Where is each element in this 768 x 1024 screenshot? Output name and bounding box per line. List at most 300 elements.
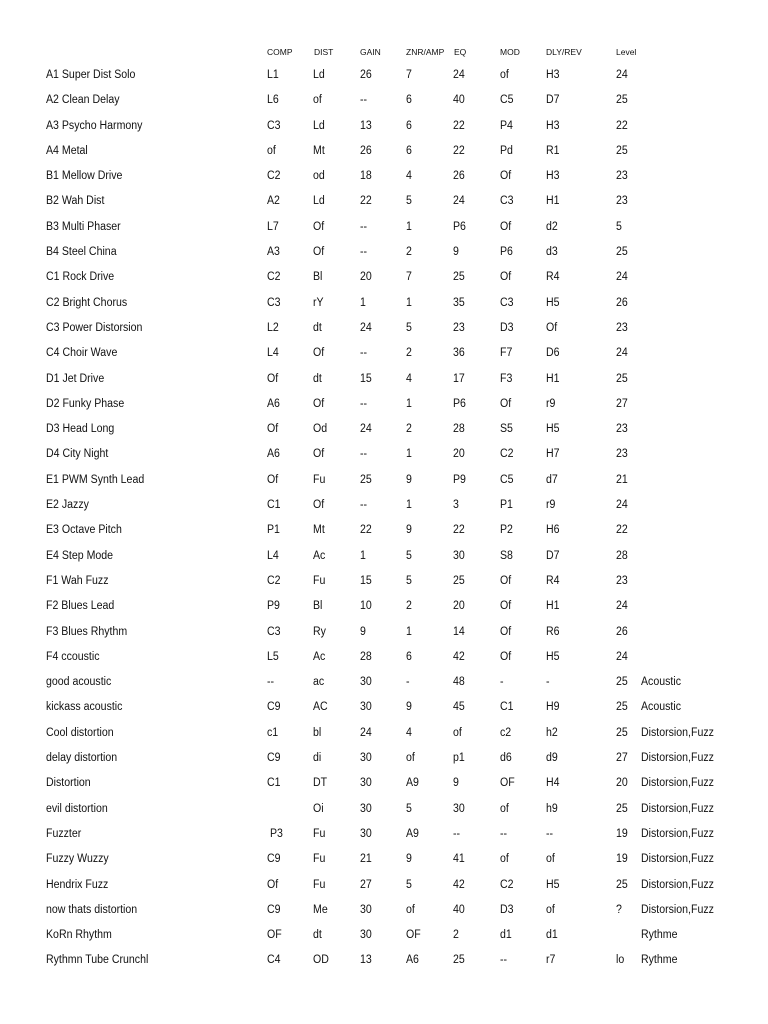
patch-name: now thats distortion	[46, 903, 138, 916]
category-value: Distorsion,Fuzz	[641, 853, 714, 866]
table-row	[0, 898, 768, 923]
dly-rev-value: H3	[546, 69, 560, 81]
znr-amp-value: 5	[406, 321, 412, 334]
comp-value: --	[267, 676, 275, 689]
patch-name: kickass acoustic	[46, 701, 123, 714]
eq-value: p1	[453, 752, 465, 765]
znr-amp-value: -	[406, 676, 410, 689]
table-row	[0, 392, 768, 417]
mod-value: Of	[500, 650, 512, 663]
znr-amp-value: 5	[406, 549, 412, 562]
dly-rev-value: R4	[546, 271, 560, 284]
dist-value: Oi	[313, 802, 324, 815]
comp-value: OF	[267, 929, 282, 942]
patch-name: Distortion	[46, 777, 91, 790]
mod-value: F3	[500, 372, 513, 385]
patch-name: D4 City Night	[46, 448, 109, 461]
patch-name: C3 Power Distorsion	[46, 321, 143, 334]
table-row	[0, 948, 768, 973]
table-row	[0, 442, 768, 467]
mod-value: P6	[500, 246, 513, 259]
dly-rev-value: H1	[546, 195, 560, 208]
category-value: Distorsion,Fuzz	[641, 726, 714, 739]
mod-value: Of	[500, 574, 512, 587]
eq-value: 48	[453, 676, 465, 689]
dly-rev-value: H5	[546, 878, 560, 891]
dly-rev-value: R4	[546, 574, 560, 587]
comp-value: C9	[267, 701, 281, 714]
znr-amp-value: 2	[406, 246, 412, 259]
eq-value: 42	[453, 878, 465, 891]
comp-value: C9	[267, 752, 281, 765]
category-value: Distorsion,Fuzz	[641, 878, 714, 891]
level-value: 22	[616, 119, 628, 132]
dist-value: Od	[313, 423, 328, 436]
header-eq: EQ	[454, 47, 467, 57]
eq-value: 40	[453, 94, 465, 107]
dist-value: bl	[313, 726, 322, 739]
znr-amp-value: 9	[406, 701, 412, 714]
header-znr-amp: ZNR/AMP	[406, 47, 445, 57]
comp-value: A2	[267, 195, 280, 208]
dist-value: Fu	[313, 473, 326, 486]
table-row	[0, 316, 768, 341]
patch-name: B2 Wah Dist	[46, 195, 105, 208]
category-value: Distorsion,Fuzz	[641, 752, 714, 765]
mod-value: P1	[500, 499, 513, 512]
znr-amp-value: 9	[406, 853, 412, 866]
gain-value: 27	[360, 878, 372, 891]
patch-name: C4 Choir Wave	[46, 347, 118, 360]
comp-value: A3	[267, 246, 280, 259]
mod-value: C5	[500, 94, 514, 107]
gain-value: 13	[360, 954, 372, 967]
dly-rev-value: --	[546, 827, 554, 840]
znr-amp-value: 5	[406, 574, 412, 587]
gain-value: 1	[360, 549, 366, 562]
comp-value: C1	[267, 499, 281, 512]
znr-amp-value: 6	[406, 94, 412, 107]
comp-value: Of	[267, 423, 279, 436]
mod-value: d6	[500, 752, 512, 765]
dly-rev-value: H7	[546, 448, 560, 461]
level-value: 27	[616, 752, 628, 765]
level-value: 25	[616, 701, 628, 714]
comp-value: P3	[270, 827, 283, 840]
level-value: 19	[616, 853, 628, 866]
dly-rev-value: d3	[546, 246, 558, 259]
mod-value: of	[500, 802, 509, 815]
mod-value: F7	[500, 347, 513, 360]
patch-name: E1 PWM Synth Lead	[46, 473, 145, 486]
gain-value: 10	[360, 600, 372, 613]
gain-value: 22	[360, 195, 372, 208]
eq-value: of	[453, 726, 462, 739]
dist-value: Ac	[313, 650, 326, 663]
gain-value: 24	[360, 423, 372, 436]
znr-amp-value: 6	[406, 144, 412, 157]
eq-value: 26	[453, 170, 465, 183]
eq-value: 30	[453, 549, 465, 562]
dist-value: Of	[313, 347, 325, 360]
patch-name: F3 Blues Rhythm	[46, 625, 128, 638]
mod-value: Of	[500, 600, 512, 613]
gain-value: 30	[360, 929, 372, 942]
znr-amp-value: OF	[406, 929, 421, 942]
table-row	[0, 63, 768, 88]
mod-value: S5	[500, 423, 513, 436]
table-row	[0, 746, 768, 771]
patch-name: Rythmn Tube Crunchl	[46, 954, 149, 967]
znr-amp-value: 2	[406, 423, 412, 436]
eq-value: 35	[453, 296, 465, 309]
header-comp: COMP	[267, 47, 293, 57]
level-value: 25	[616, 802, 628, 815]
comp-value: A6	[267, 397, 280, 410]
mod-value: C2	[500, 448, 514, 461]
table-row	[0, 88, 768, 113]
level-value: 24	[616, 600, 628, 613]
znr-amp-value: 6	[406, 119, 412, 132]
dly-rev-value: of	[546, 903, 555, 916]
patch-name: F4 ccoustic	[46, 650, 100, 663]
level-value: 19	[616, 827, 628, 840]
dist-value: Ac	[313, 549, 326, 562]
znr-amp-value: 4	[406, 372, 412, 385]
table-row	[0, 493, 768, 518]
mod-value: C2	[500, 878, 514, 891]
gain-value: 30	[360, 752, 372, 765]
dist-value: Fu	[313, 574, 326, 587]
dly-rev-value: H3	[546, 170, 560, 183]
dist-value: dt	[313, 929, 322, 942]
category-value: Distorsion,Fuzz	[641, 827, 714, 840]
dly-rev-value: of	[546, 853, 555, 866]
header-gain: GAIN	[360, 47, 381, 57]
table-row	[0, 645, 768, 670]
znr-amp-value: 5	[406, 802, 412, 815]
znr-amp-value: 7	[406, 69, 412, 81]
patch-name: evil distortion	[46, 802, 108, 815]
level-value: 24	[616, 499, 628, 512]
comp-value: of	[267, 144, 276, 157]
patch-name: B1 Mellow Drive	[46, 170, 123, 183]
gain-value: 13	[360, 119, 372, 132]
patch-name: A3 Psycho Harmony	[46, 119, 143, 132]
level-value: 23	[616, 423, 628, 436]
znr-amp-value: of	[406, 752, 415, 765]
level-value: 24	[616, 69, 628, 81]
comp-value: C3	[267, 625, 281, 638]
table-row	[0, 367, 768, 392]
dist-value: Of	[313, 499, 325, 512]
level-value: 28	[616, 549, 628, 562]
dist-value: OD	[313, 954, 329, 967]
table-row	[0, 240, 768, 265]
mod-value: c2	[500, 726, 512, 739]
level-value: 24	[616, 650, 628, 663]
header-dly-rev: DLY/REV	[546, 47, 582, 57]
comp-value: C1	[267, 777, 281, 790]
table-row	[0, 544, 768, 569]
dly-rev-value: r9	[546, 397, 556, 410]
znr-amp-value: 6	[406, 650, 412, 663]
category-value: Distorsion,Fuzz	[641, 903, 714, 916]
dly-rev-value: r7	[546, 954, 556, 967]
table-row	[0, 341, 768, 366]
table-row	[0, 923, 768, 948]
comp-value: Of	[267, 878, 279, 891]
table-row	[0, 518, 768, 543]
eq-value: 25	[453, 271, 465, 284]
comp-value: C4	[267, 954, 281, 967]
eq-value: 30	[453, 802, 465, 815]
patch-name: A2 Clean Delay	[46, 94, 120, 107]
comp-value: L6	[267, 94, 279, 107]
dly-rev-value: D7	[546, 94, 560, 107]
gain-value: --	[360, 397, 368, 410]
eq-value: 17	[453, 372, 465, 385]
gain-value: 15	[360, 574, 372, 587]
patch-name: delay distortion	[46, 752, 118, 765]
comp-value: L2	[267, 321, 279, 334]
patch-name: D3 Head Long	[46, 423, 115, 436]
eq-value: 9	[453, 246, 459, 259]
eq-value: 25	[453, 574, 465, 587]
eq-value: 22	[453, 119, 465, 132]
level-value: 24	[616, 347, 628, 360]
table-row	[0, 594, 768, 619]
patch-name: D1 Jet Drive	[46, 372, 105, 385]
znr-amp-value: of	[406, 903, 415, 916]
gain-value: 22	[360, 524, 372, 537]
eq-value: 40	[453, 903, 465, 916]
mod-value: Of	[500, 220, 512, 233]
dist-value: DT	[313, 777, 328, 790]
gain-value: 25	[360, 473, 372, 486]
dist-value: od	[313, 170, 325, 183]
level-value: 25	[616, 144, 628, 157]
dly-rev-value: H1	[546, 600, 560, 613]
patch-name: KoRn Rhythm	[46, 929, 112, 942]
level-value: 21	[616, 473, 628, 486]
gain-value: 24	[360, 321, 372, 334]
comp-value: Of	[267, 473, 279, 486]
dly-rev-value: H3	[546, 119, 560, 132]
table-row	[0, 468, 768, 493]
dist-value: Mt	[313, 144, 325, 157]
gain-value: 15	[360, 372, 372, 385]
comp-value: L5	[267, 650, 279, 663]
comp-value: L4	[267, 347, 279, 360]
eq-value: 20	[453, 600, 465, 613]
mod-value: Pd	[500, 144, 513, 157]
dly-rev-value: D6	[546, 347, 560, 360]
table-row	[0, 822, 768, 847]
dist-value: AC	[313, 701, 328, 714]
gain-value: --	[360, 499, 368, 512]
mod-value: OF	[500, 777, 515, 790]
znr-amp-value: 2	[406, 600, 412, 613]
mod-value: of	[500, 69, 509, 81]
dly-rev-value: H9	[546, 701, 560, 714]
mod-value: C3	[500, 195, 514, 208]
gain-value: --	[360, 94, 368, 107]
dly-rev-value: D7	[546, 549, 560, 562]
eq-value: --	[453, 827, 461, 840]
dly-rev-value: R6	[546, 625, 560, 638]
gain-value: 1	[360, 296, 366, 309]
dist-value: Ry	[313, 625, 326, 638]
znr-amp-value: 1	[406, 625, 412, 638]
mod-value: Of	[500, 397, 512, 410]
patch-name: Hendrix Fuzz	[46, 878, 109, 891]
gain-value: 30	[360, 903, 372, 916]
dly-rev-value: R1	[546, 144, 560, 157]
gain-value: --	[360, 220, 368, 233]
table-row	[0, 139, 768, 164]
eq-value: 20	[453, 448, 465, 461]
header-dist: DIST	[314, 47, 334, 57]
dist-value: Fu	[313, 878, 326, 891]
gain-value: 26	[360, 144, 372, 157]
dist-value: Ld	[313, 195, 325, 208]
header-level: Level	[616, 47, 637, 57]
patch-name: Cool distortion	[46, 726, 114, 739]
znr-amp-value: 9	[406, 524, 412, 537]
znr-amp-value: 7	[406, 271, 412, 284]
eq-value: 14	[453, 625, 465, 638]
comp-value: C9	[267, 853, 281, 866]
level-value: 23	[616, 448, 628, 461]
level-value: 25	[616, 878, 628, 891]
dist-value: dt	[313, 321, 322, 334]
table-row	[0, 771, 768, 796]
eq-value: 24	[453, 69, 465, 81]
patch-name: B3 Multi Phaser	[46, 220, 121, 233]
dly-rev-value: H4	[546, 777, 560, 790]
level-value: 5	[616, 220, 622, 233]
eq-value: 24	[453, 195, 465, 208]
dly-rev-value: H6	[546, 524, 560, 537]
dly-rev-value: h2	[546, 726, 558, 739]
dist-value: Of	[313, 246, 325, 259]
level-value: ?	[616, 903, 622, 916]
dist-value: dt	[313, 372, 322, 385]
comp-value: P9	[267, 600, 280, 613]
gain-value: 18	[360, 170, 372, 183]
patch-name: E4 Step Mode	[46, 549, 114, 562]
table-row	[0, 114, 768, 139]
eq-value: 42	[453, 650, 465, 663]
eq-value: 45	[453, 701, 465, 714]
dist-value: Mt	[313, 524, 325, 537]
comp-value: C2	[267, 574, 281, 587]
gain-value: 30	[360, 827, 372, 840]
category-value: Rythme	[641, 954, 678, 967]
znr-amp-value: 5	[406, 878, 412, 891]
dist-value: ac	[313, 676, 325, 689]
patch-name: F1 Wah Fuzz	[46, 574, 109, 587]
gain-value: 30	[360, 802, 372, 815]
dist-value: Fu	[313, 827, 326, 840]
mod-value: Of	[500, 170, 512, 183]
eq-value: 3	[453, 499, 459, 512]
table-row	[0, 417, 768, 442]
dist-value: Of	[313, 448, 325, 461]
eq-value: 2	[453, 929, 459, 942]
mod-value: --	[500, 954, 508, 967]
level-value: 26	[616, 296, 628, 309]
mod-value: S8	[500, 549, 513, 562]
patch-name: Fuzzter	[46, 827, 82, 840]
level-value: 25	[616, 94, 628, 107]
dly-rev-value: d9	[546, 752, 558, 765]
mod-value: --	[500, 827, 508, 840]
level-value: 23	[616, 321, 628, 334]
gain-value: --	[360, 448, 368, 461]
dist-value: of	[313, 94, 322, 107]
table-row	[0, 569, 768, 594]
patch-table-body	[0, 63, 768, 974]
dly-rev-value: -	[546, 676, 550, 689]
comp-value: C2	[267, 271, 281, 284]
znr-amp-value: 4	[406, 726, 412, 739]
level-value: 25	[616, 246, 628, 259]
gain-value: --	[360, 347, 368, 360]
comp-value: C3	[267, 296, 281, 309]
table-row	[0, 215, 768, 240]
gain-value: 28	[360, 650, 372, 663]
znr-amp-value: 1	[406, 397, 412, 410]
dly-rev-value: H1	[546, 372, 560, 385]
comp-value: Of	[267, 372, 279, 385]
category-value: Rythme	[641, 929, 678, 942]
level-value: 23	[616, 574, 628, 587]
eq-value: 22	[453, 144, 465, 157]
comp-value: L7	[267, 220, 279, 233]
header-mod: MOD	[500, 47, 520, 57]
mod-value: P4	[500, 119, 513, 132]
table-row	[0, 847, 768, 872]
eq-value: P6	[453, 220, 466, 233]
dly-rev-value: H5	[546, 650, 560, 663]
dist-value: Of	[313, 397, 325, 410]
gain-value: 20	[360, 271, 372, 284]
comp-value: C9	[267, 903, 281, 916]
znr-amp-value: 1	[406, 220, 412, 233]
eq-value: 22	[453, 524, 465, 537]
table-row	[0, 721, 768, 746]
znr-amp-value: A9	[406, 777, 419, 790]
table-row	[0, 620, 768, 645]
dly-rev-value: d1	[546, 929, 558, 942]
znr-amp-value: 1	[406, 448, 412, 461]
patch-name: D2 Funky Phase	[46, 397, 125, 410]
mod-value: D3	[500, 321, 514, 334]
level-value: 25	[616, 676, 628, 689]
comp-value: L1	[267, 69, 279, 81]
eq-value: 25	[453, 954, 465, 967]
category-value: Distorsion,Fuzz	[641, 777, 714, 790]
level-value: 24	[616, 271, 628, 284]
patch-name: E3 Octave Pitch	[46, 524, 122, 537]
table-row	[0, 797, 768, 822]
category-value: Distorsion,Fuzz	[641, 802, 714, 815]
comp-value: C2	[267, 170, 281, 183]
table-row	[0, 189, 768, 214]
dist-value: Bl	[313, 271, 323, 284]
